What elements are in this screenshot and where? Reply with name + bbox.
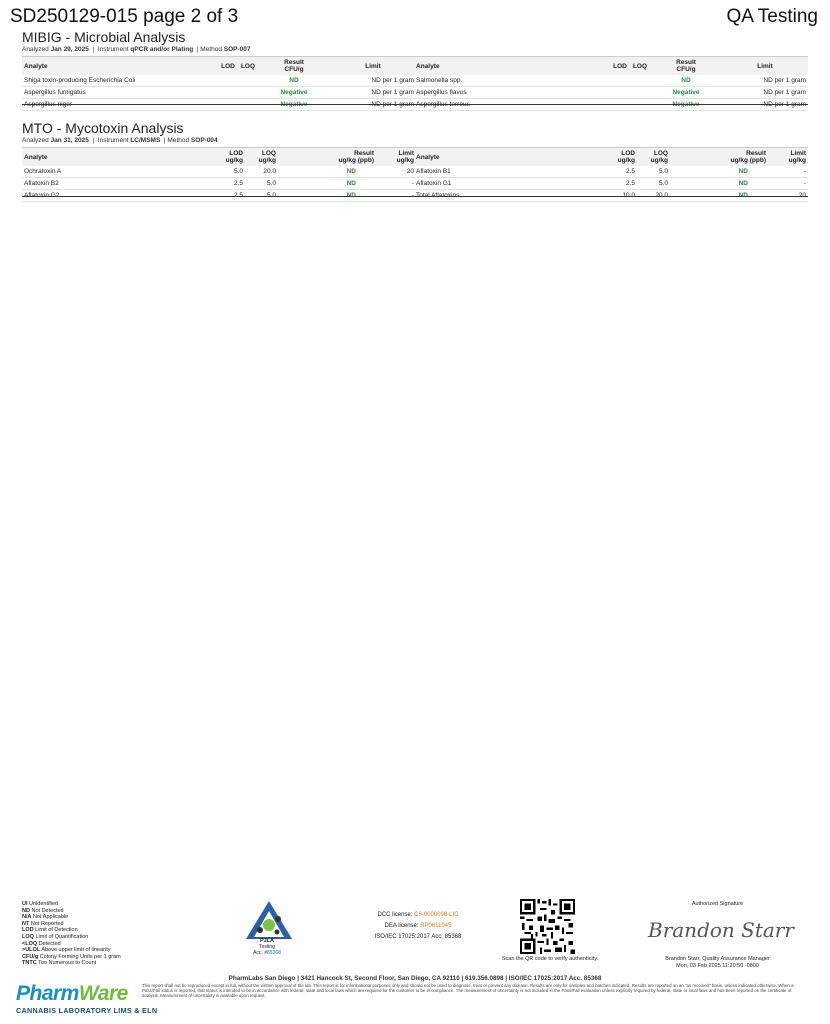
myco-header-row: Analyte LOD ug/kg LOQ ug/kg Result ug/kg (ppb) Limit ug/kg [22,148,416,167]
signature-image: Brandon Starr [648,918,794,942]
qr-caption: Scan the QR code to verify authenticity. [501,956,599,962]
legend-item: CFU/g Colony Forming Units per 1 gram [22,953,121,960]
legend-item: LOQ Limit of Quantification [22,933,89,940]
abbreviation-legend [22,901,121,967]
disclaimer: This report shall not be reproduced except in full, without the written approval of the lab. This report is for informational purposes only and should not be used to diagnose, treat or prevent any disease. Results are only for samples and batches indicated. Results are reported on an "as received" basis, unless indicated otherwise. When a Pass/Fail status is reported, that status is intended to be in accordance with federal, state and local laws which are required for the customer to be in compliance. The measurement of uncertainty is not included in the Pass/Fail evaluation unless explicitly required by federal, state or local laws and has been reported on the certificate of analysis. Measurement of uncertainty is available upon request. [142,983,794,998]
myco-meta: Analyzed Jan 31, 2025 | Instrument LC/MSMS | Method SOP-004 [22,137,218,144]
qr-code-icon[interactable] [520,899,575,954]
pjla-caption: PJLA Testing Acc. #85368 [253,938,281,956]
pharmware-tagline: CANNABIS LABORATORY LIMS & ELN [16,1006,158,1015]
legend-item: UI Unidentified [22,901,59,907]
myco-header-row: Analyte LOD ug/kg LOQ ug/kg Result ug/kg (ppb) Limit ug/kg [414,148,808,167]
legend-item: <LOQ Detected [22,940,61,947]
micro-divider [22,104,808,105]
pharmware-logo: PharmWare [16,982,128,1005]
micro-section-title: MIBIG - Microbial Analysis [22,29,186,45]
micro-header-row: Analyte LOD LOQ Result CFU/g Limit [414,57,808,76]
micro-table-right [414,56,808,111]
myco-divider [22,196,808,197]
micro-header-row: Analyte LOD LOQ Result CFU/g Limit [22,57,416,76]
table-row: Ochratoxin A 5.0 20.0 ND 20 [22,166,416,178]
table-row: Salmonella spp. ND ND per 1 gram [414,75,808,87]
micro-table-left [22,56,416,111]
signature-meta: Brandon Starr, Quality Assurance Manager Mon, 03 Feb 2025 11:20:50 -0800 [665,956,770,969]
table-row: Aflatoxin G1 2.5 5.0 ND - [414,178,808,190]
legend-item: NT Not Reported [22,920,64,927]
table-row: Aflatoxin B1 2.5 5.0 ND - [414,166,808,178]
report-title: SD250129-015 page 2 of 3 [10,6,239,27]
license-info: DCC license: C8-0000098-LIC DEA license: RP0611045 ISO/IEC 17025:2017 Acc. 85368 [374,912,462,940]
table-row: Shiga toxin-producing Escherichia Coli ND ND per 1 gram [22,75,416,87]
micro-meta: Analyzed Jan 29, 2025 | Instrument qPCR and/or Plating | Method SOP-007 [22,46,251,53]
myco-table-right [414,147,808,202]
pjla-logo-icon [244,899,294,941]
myco-table-left [22,147,416,202]
legend-item: N/A Not Applicable [22,914,69,921]
legend-item: >ULOL Above upper limit of linearity [22,947,111,954]
legend-item: TNTC Too Numerous to Count [22,960,97,967]
report-type: QA Testing [726,6,818,27]
myco-section-title: MTO - Mycotoxin Analysis [22,120,184,136]
table-row: Aspergillus fumigatus Negative ND per 1 gram [22,87,416,99]
table-row: Aspergillus flavus Negative ND per 1 gram [414,87,808,99]
lab-address: PharmLabs San Diego | 3421 Hancock St, Second Floor, San Diego, CA 92110 | 619.356.0898 | ISO/IEC 17025:2017 Acc. 85368 [228,975,602,982]
legend-item: LOD Limit of Detection [22,927,78,934]
signature-title: Authorized Signature [691,901,744,907]
legend-item: ND Not Detected [22,907,64,914]
table-row: Aflatoxin B2 2.5 5.0 ND - [22,178,416,190]
